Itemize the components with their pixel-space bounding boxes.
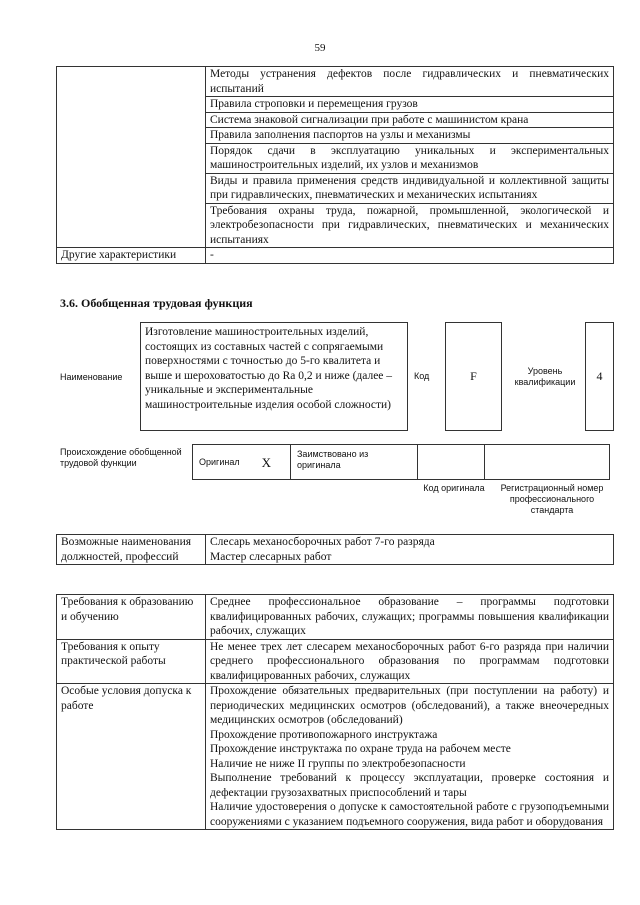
original-code-caption: Код оригинала [423,483,485,493]
code-label: Код [414,371,430,381]
page-number: 59 [314,42,326,54]
table-row [57,535,614,565]
table-row [57,67,614,97]
original-mark: X [261,454,271,470]
condition-item: Прохождение обязательных предварительных (при поступлении на работу) и периодических медицинских осмотров (обследований), а также внеочередных медицинских осмотров (обследований) [210,685,609,726]
other-characteristics-value: - [206,248,614,264]
registration-number-cell [484,444,610,480]
experience-value: Не менее трех лет слесарем механосборочных работ 6-го разряда при наличии среднего профессионального образования по программам подготовки квалифицированных рабочих, служащих [206,639,614,684]
table-cell: Методы устранения дефектов после гидравлических и пневматических испытаний [206,67,614,97]
table-row [57,639,614,684]
condition-item: Выполнение требований к процессу эксплуатации, проверке состояния и дефектации грузозахватных приспособлений и тары [210,772,609,799]
table-cell: Система знаковой сигнализации при работе с машинистом крана [206,112,614,128]
function-code-box [445,322,502,431]
table-cell: Порядок сдачи в эксплуатацию уникальных и экспериментальных машиностроительных изделий, их узлов и механизмов [206,143,614,173]
positions-label: Возможные наименования должностей, профессий [57,535,206,565]
table-cell: Правила строповки и перемещения грузов [206,97,614,113]
experience-label: Требования к опыту практической работы [57,639,206,684]
level-box [585,322,614,431]
position-item: Мастер слесарных работ [210,550,332,563]
table-cell: Виды и правила применения средств индивидуальной и коллективной защиты при гидравлических, пневматических и механических испытаниях [206,173,614,203]
table-cell: Требования охраны труда, пожарной, промышленной, экологической и электробезопасности при гидравлических, пневматических и механических испытаниях [206,203,614,248]
condition-item: Наличие удостоверения о допуске к самостоятельной работе с грузоподъемными сооружениями с указанием подъемного сооружения, вида работ и оборудования [210,801,609,828]
education-label: Требования к образованию и обучению [57,595,206,640]
function-code-value: F [470,369,477,383]
function-name-box: Изготовление машиностроительных изделий, состоящих из составных частей с сопрягаемыми поверхностями с точностью до 5-го квалитета и выше и шероховатостью до Ra 0,2 и ниже (далее – уникальные и экспериментальные машиностроительные изделия особой сложности) [140,322,408,431]
table-row [57,684,614,830]
registration-number-caption: Регистрационный номер профессионального стандарта [500,483,604,515]
original-code-cell [417,444,485,480]
admission-conditions-values [206,684,614,830]
original-cell [192,444,291,480]
condition-item: Прохождение инструктажа по охране труда на рабочем месте [210,743,511,755]
level-label: Уровень квалификации [514,366,576,387]
other-characteristics-label: Другие характеристики [57,248,206,264]
borrowed-cell: Заимствовано из оригинала [290,444,418,480]
admission-conditions-label: Особые условия допуска к работе [57,684,206,830]
table-cell: Правила заполнения паспортов на узлы и механизмы [206,128,614,144]
name-label: Наименование [60,372,123,382]
table-row [57,595,614,640]
table-label-cell [57,67,206,248]
education-value: Среднее профессиональное образование – программы подготовки квалифицированных рабочих, служащих; программы повышения квалификации рабочих, служащих [206,595,614,640]
section-title: 3.6. Обобщенная трудовая функция [60,296,253,310]
condition-item: Прохождение противопожарного инструктажа [210,728,438,741]
positions-values [206,535,614,565]
condition-item: Наличие не ниже II группы по электробезопасности [210,757,466,770]
origin-label: Происхождение обобщенной трудовой функции [60,447,182,468]
original-label: Оригинал [199,456,240,467]
origin-row [193,444,613,480]
requirements-table [56,594,614,830]
knowledge-table [56,66,614,264]
position-item: Слесарь механосборочных работ 7-го разряда [210,536,435,548]
level-value: 4 [596,369,603,383]
table-row [57,248,614,264]
positions-table [56,534,614,565]
